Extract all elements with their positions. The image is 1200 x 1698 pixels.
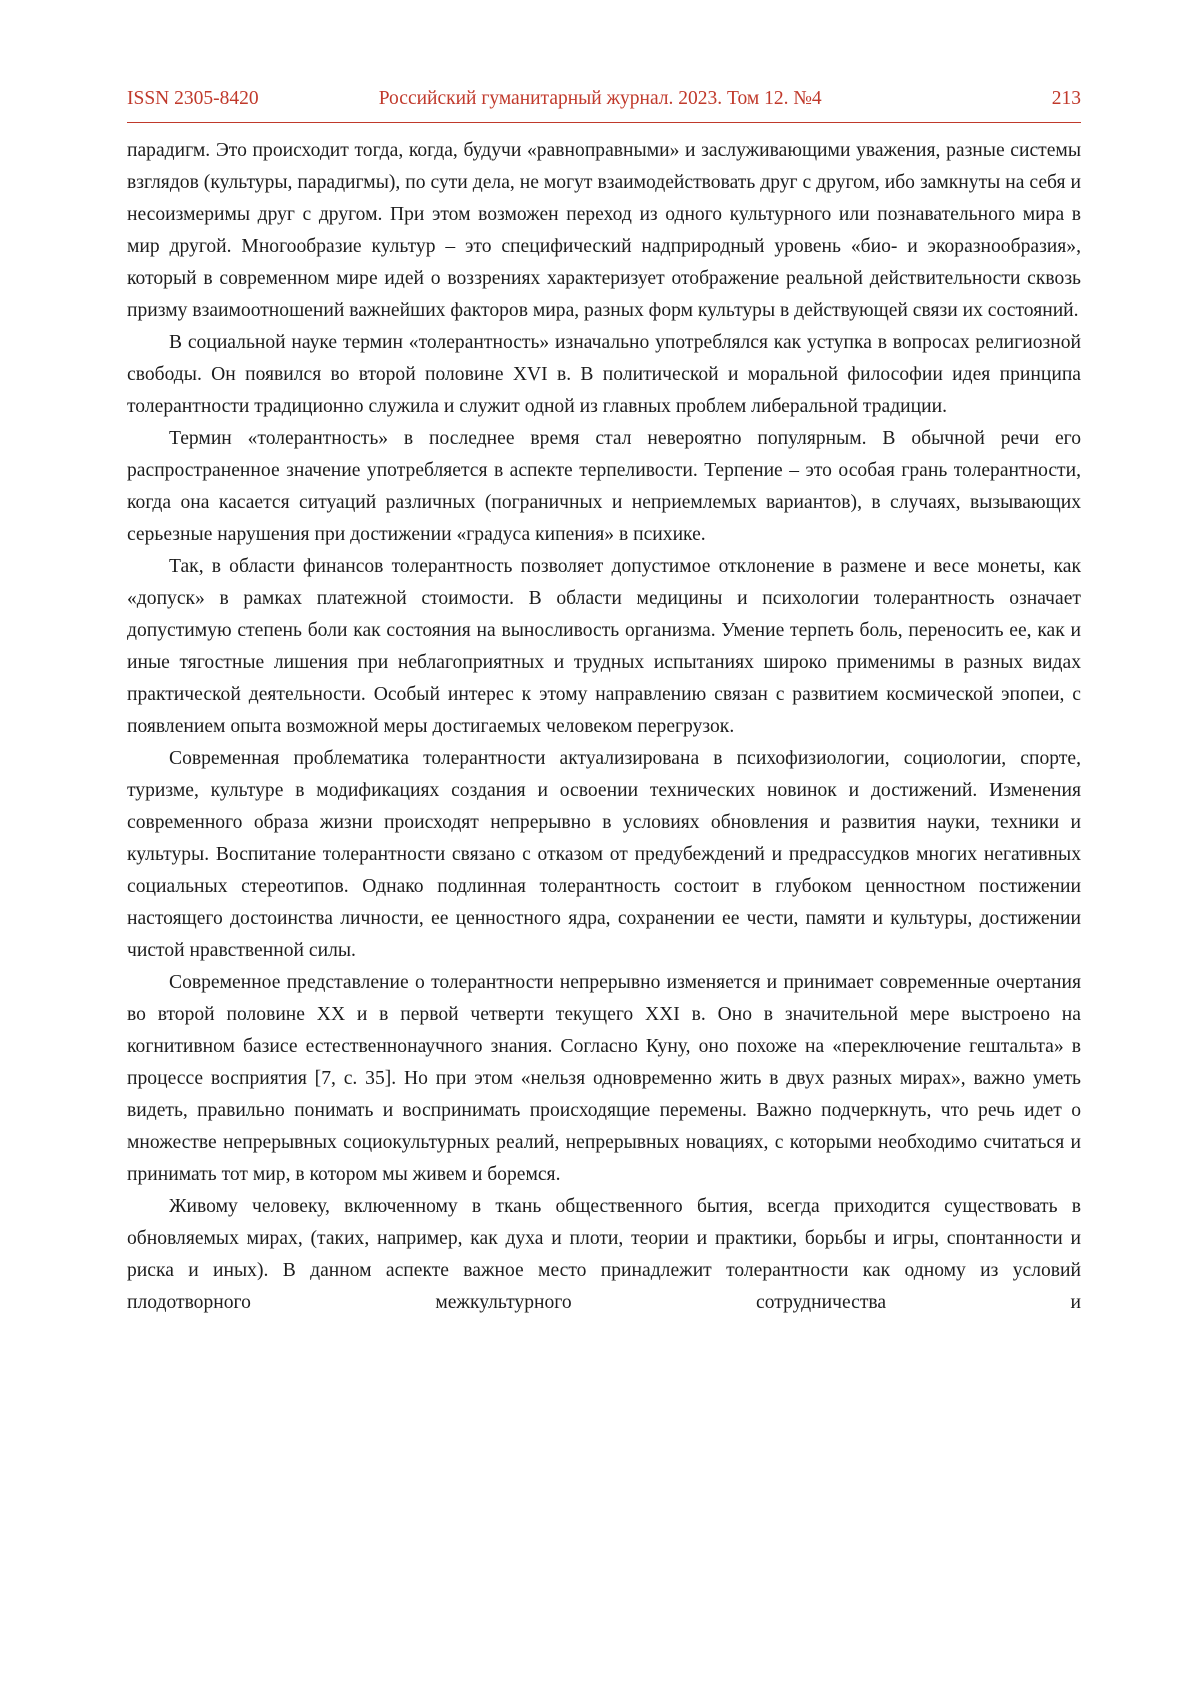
journal-title: Российский гуманитарный журнал. 2023. Том 12. №4 xyxy=(378,88,822,109)
paragraph: Современная проблематика толерантности актуализирована в психофизиологии, социологии, спорте, туризме, культуре в модификациях создания и освоении технических новинок и достижений. Изменения современного образа жизни происходят непрерывно в условиях обновления и развития науки, техники и культуры. Воспитание толерантности связано с отказом от предубеждений и предрассудков многих негативных социальных стереотипов. Однако подлинная толерантность состоит в глубоком ценностном постижении настоящего достоинства личности, ее ценностного ядра, сохранении ее чести, памяти и культуры, достижении чистой нравственной силы. xyxy=(127,748,1081,961)
paragraph: парадигм. Это происходит тогда, когда, будучи «равноправными» и заслуживающими уважения, разные системы взглядов (культуры, парадигмы), по сути дела, не могут взаимодействовать друг с другом, ибо замкнуты на себя и несоизмеримы друг с другом. При этом возможен переход из одного культурного или познавательного мира в мир другой. Многообразие культур – это специфический надприродный уровень «био- и экоразнообразия», который в современном мире идей о воззрениях характеризует отображение реальной действительности сквозь призму взаимоотношений важнейших факторов мира, разных форм культуры в действующей связи их состояний. xyxy=(127,140,1081,321)
paragraph: Современное представление о толерантности непрерывно изменяется и принимает современные очертания во второй половине XX и в первой четверти текущего XXI в. Оно в значительной мере выстроено на когнитивном базисе естественнонаучного знания. Согласно Куну, оно похоже на «переключение гештальта» в процессе восприятия [7, с. 35]. Но при этом «нельзя одновременно жить в двух разных мирах», важно уметь видеть, правильно понимать и воспринимать происходящие перемены. Важно подчеркнуть, что речь идет о множестве непрерывных социокультурных реалий, непрерывных новациях, с которыми необходимо считаться и принимать тот мир, в котором мы живем и боремся. xyxy=(127,972,1081,1185)
issn-label: ISSN 2305-8420 xyxy=(127,88,259,109)
paragraph: Живому человеку, включенному в ткань общественного бытия, всегда приходится существовать в обновляемых мирах, (таких, например, как духа и плоти, теории и практики, борьбы и игры, спонтанности и риска и иных). В данном аспекте важное место принадлежит толерантности как одному из условий плодотворного межкультурного сотрудничества и xyxy=(127,1196,1081,1313)
journal-page xyxy=(127,88,1081,1319)
paragraph: Термин «толерантность» в последнее время стал невероятно популярным. В обычной речи его распространенное значение употребляется в аспекте терпеливости. Терпение – это особая грань толерантности, когда она касается ситуаций различных (пограничных и неприемлемых вариантов), в случаях, вызывающих серьезные нарушения при достижении «градуса кипения» в психике. xyxy=(127,428,1081,545)
page-number: 213 xyxy=(1051,88,1081,109)
article-body xyxy=(127,135,1081,1319)
paragraph: В социальной науке термин «толерантность» изначально употреблялся как уступка в вопросах религиозной свободы. Он появился во второй половине XVI в. В политической и моральной философии идея принципа толерантности традиционно служила и служит одной из главных проблем либеральной традиции. xyxy=(127,332,1081,417)
paragraph: Так, в области финансов толерантность позволяет допустимое отклонение в размене и весе монеты, как «допуск» в рамках платежной стоимости. В области медицины и психологии толерантность означает допустимую степень боли как состояния на выносливость организма. Умение терпеть боль, переносить ее, как и иные тягостные лишения при неблагоприятных и трудных испытаниях широко применимы в разных видах практической деятельности. Особый интерес к этому направлению связан с развитием космической эпопеи, с появлением опыта возможной меры достигаемых человеком перегрузок. xyxy=(127,556,1081,737)
running-header xyxy=(127,88,1081,123)
